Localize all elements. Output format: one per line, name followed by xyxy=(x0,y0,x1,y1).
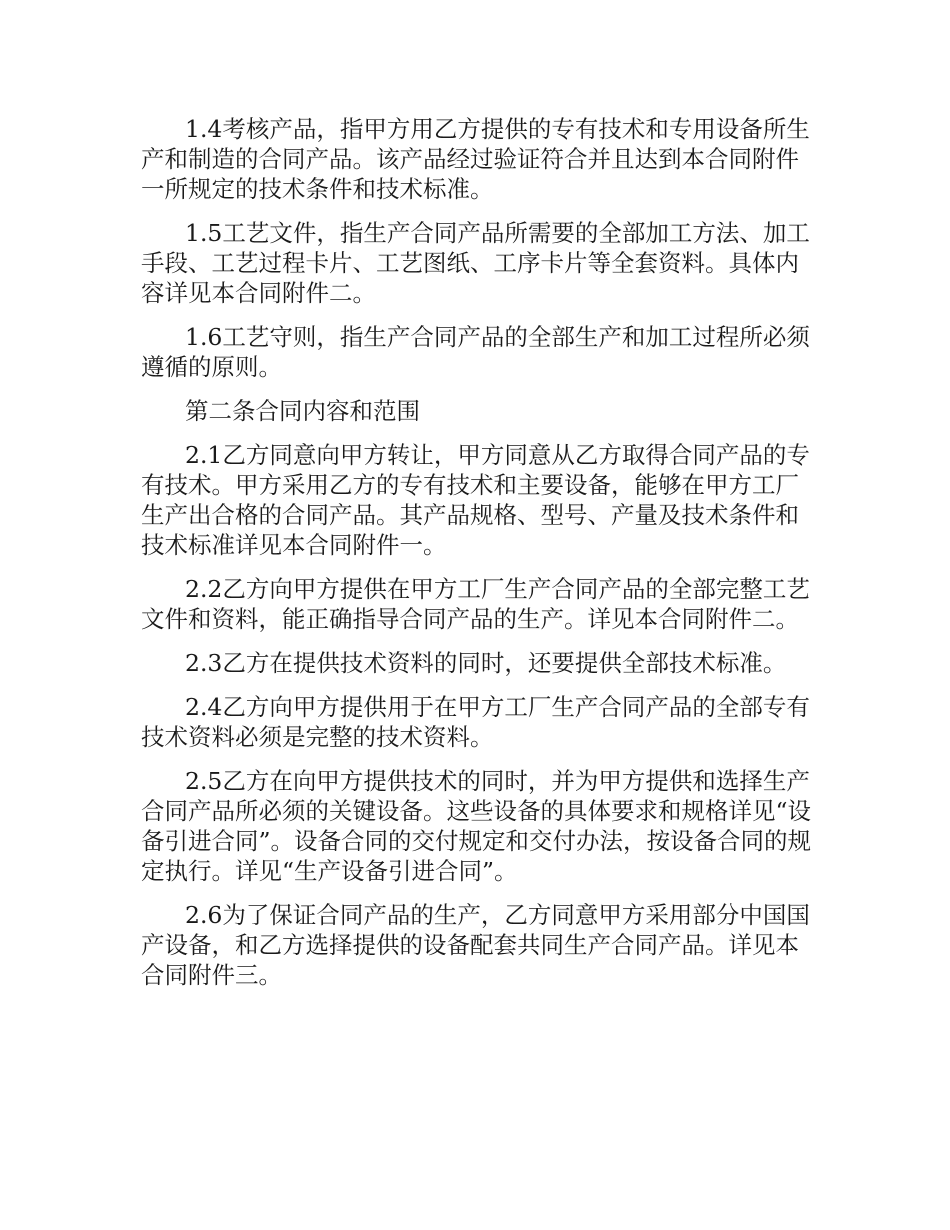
paragraph-1-4: 1.4考核产品，指甲方用乙方提供的专有技术和专用设备所生产和制造的合同产品。该产品经过验证符合并且达到本合同附件一所规定的技术条件和技术标准。 xyxy=(141,115,810,203)
paragraph-2-4: 2.4乙方向甲方提供用于在甲方工厂生产合同产品的全部专有技术资料必须是完整的技术资料。 xyxy=(141,693,810,751)
paragraph-1-6: 1.6工艺守则，指生产合同产品的全部生产和加工过程所必须遵循的原则。 xyxy=(141,323,810,381)
document-body xyxy=(141,114,813,1004)
paragraph-2-1: 2.1乙方同意向甲方转让，甲方同意从乙方取得合同产品的专有技术。甲方采用乙方的专有技术和主要设备，能够在甲方工厂生产出合格的合同产品。其产品规格、型号、产量及技术条件和技术标准详见本合同附件一。 xyxy=(141,441,810,559)
section-heading-article-2: 第二条合同内容和范围 xyxy=(185,397,420,425)
paragraph-2-2: 2.2乙方向甲方提供在甲方工厂生产合同产品的全部完整工艺文件和资料，能正确指导合同产品的生产。详见本合同附件二。 xyxy=(141,575,810,633)
paragraph-1-5: 1.5工艺文件，指生产合同产品所需要的全部加工方法、加工手段、工艺过程卡片、工艺图纸、工序卡片等全套资料。具体内容详见本合同附件二。 xyxy=(141,219,810,307)
paragraph-2-6: 2.6为了保证合同产品的生产，乙方同意甲方采用部分中国国产设备，和乙方选择提供的设备配套共同生产合同产品。详见本合同附件三。 xyxy=(141,901,810,989)
paragraph-2-5: 2.5乙方在向甲方提供技术的同时，并为甲方提供和选择生产合同产品所必须的关键设备。这些设备的具体要求和规格详见“设备引进合同”。设备合同的交付规定和交付办法，按设备合同的规定执行。详见“生产设备引进合同”。 xyxy=(141,767,812,885)
paragraph-2-3: 2.3乙方在提供技术资料的同时，还要提供全部技术标准。 xyxy=(185,649,787,677)
